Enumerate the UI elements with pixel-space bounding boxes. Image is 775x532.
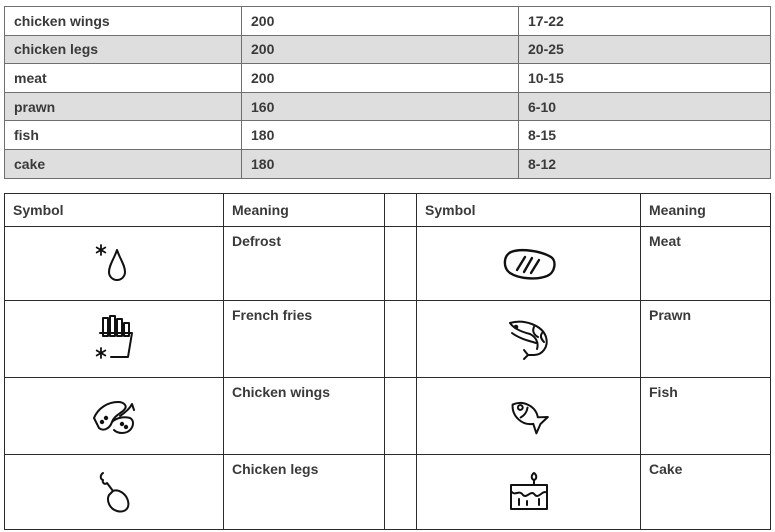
food-cell: chicken legs <box>5 35 242 64</box>
meaning-cell: Meat <box>641 227 771 301</box>
meaning-cell: Defrost <box>224 227 385 301</box>
food-cell: fish <box>5 121 242 150</box>
symbol-cell <box>5 227 224 301</box>
symbol-table-header <box>5 194 771 227</box>
temperature-cell: 160 <box>242 92 519 121</box>
defrost-icon <box>94 242 134 286</box>
spacer-column <box>385 455 417 530</box>
temperature-cell: 200 <box>242 35 519 64</box>
food-cell: prawn <box>5 92 242 121</box>
meaning-cell: Cake <box>641 455 771 530</box>
meaning-cell: Chicken wings <box>224 378 385 455</box>
meaning-cell: Prawn <box>641 301 771 378</box>
symbol-cell <box>5 378 224 455</box>
cake-icon <box>505 469 553 515</box>
temperature-cell: 200 <box>242 7 519 36</box>
meaning-cell: Fish <box>641 378 771 455</box>
fish-icon <box>505 392 553 440</box>
meaning-cell: Chicken legs <box>224 455 385 530</box>
time-cell: 8-15 <box>519 121 771 150</box>
table-row <box>5 35 771 64</box>
symbol-cell <box>417 378 641 455</box>
meaning-header: Meaning <box>224 194 385 227</box>
table-row <box>5 149 771 178</box>
time-cell: 8-12 <box>519 149 771 178</box>
symbol-cell <box>5 455 224 530</box>
spacer-column <box>385 378 417 455</box>
symbol-header: Symbol <box>5 194 224 227</box>
french-fries-icon <box>93 315 135 363</box>
symbol-cell <box>417 301 641 378</box>
table-row <box>5 92 771 121</box>
food-cell: meat <box>5 64 242 93</box>
prawn-icon <box>504 317 554 361</box>
temperature-cell: 180 <box>242 121 519 150</box>
symbol-cell <box>417 227 641 301</box>
chicken-legs-icon <box>94 469 134 515</box>
table-row <box>5 301 771 378</box>
meat-icon <box>501 246 557 282</box>
time-cell: 20-25 <box>519 35 771 64</box>
cooking-table <box>4 6 771 179</box>
time-cell: 17-22 <box>519 7 771 36</box>
meaning-cell: French fries <box>224 301 385 378</box>
time-cell: 10-15 <box>519 64 771 93</box>
symbol-cell <box>5 301 224 378</box>
table-row <box>5 455 771 530</box>
table-row <box>5 378 771 455</box>
temperature-cell: 200 <box>242 64 519 93</box>
table-row <box>5 64 771 93</box>
table-row <box>5 121 771 150</box>
table-row <box>5 7 771 36</box>
chicken-wings-icon <box>90 394 138 438</box>
meaning-header: Meaning <box>641 194 771 227</box>
spacer-column <box>385 301 417 378</box>
temperature-cell: 180 <box>242 149 519 178</box>
symbol-table <box>4 193 771 530</box>
symbol-header: Symbol <box>417 194 641 227</box>
spacer-column <box>385 227 417 301</box>
symbol-cell <box>417 455 641 530</box>
spacer-column <box>385 194 417 227</box>
time-cell: 6-10 <box>519 92 771 121</box>
food-cell: cake <box>5 149 242 178</box>
table-row <box>5 227 771 301</box>
food-cell: chicken wings <box>5 7 242 36</box>
